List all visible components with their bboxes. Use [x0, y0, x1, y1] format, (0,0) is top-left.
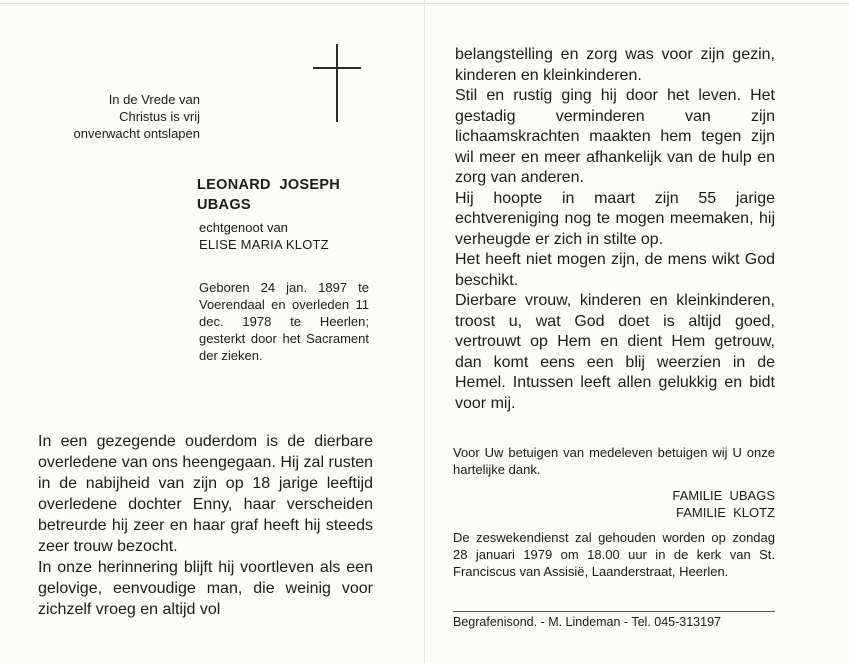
- family-name: FAMILIE KLOTZ: [676, 505, 775, 520]
- undertaker-info: Begrafenisond. - M. Lindeman - Tel. 045-313197: [453, 615, 721, 629]
- thanks-text: Voor Uw betuigen van medeleven betuigen wij U onze hartelijke dank.: [453, 445, 775, 477]
- family-signature: [640, 487, 775, 521]
- deceased-name: [197, 175, 367, 215]
- intro-line: In de Vrede van: [108, 92, 200, 107]
- cross-icon-horizontal: [313, 67, 361, 69]
- paragraph: In onze herinnering blijft hij voortleven als een gelovige, eenvoudige man, die weinig voor zichzelf vroeg en altijd vol: [38, 559, 373, 618]
- left-body-text: [38, 431, 373, 620]
- birth-death-details: Geboren 24 jan. 1897 te Voerendaal en overleden 11 dec. 1978 te Heerlen; gesterkt door het Sacrament der zieken.: [199, 280, 369, 363]
- paragraph: belangstelling en zorg was voor zijn gezin, kinderen en kleinkinderen.: [455, 46, 775, 84]
- intro-line: onverwacht ontslapen: [73, 126, 200, 141]
- spouse-name: ELISE MARIA KLOTZ: [199, 237, 329, 252]
- paragraph: Stil en rustig ging hij door het leven. Het gestadig verminderen van zijn lichaamskrachten maakten hem tegen zijn wil meer en meer afhankelijk van de hulp en zorg van anderen.: [455, 87, 775, 186]
- paragraph: In een gezegende ouderdom is de dierbare overledene van ons heengegaan. Hij zal rusten in de nabijheid van zijn op 18 jarige leeftijd overledene dochter Enny, haar verscheiden betreurde hij zeer en haar graf heeft hij steeds zeer trouw bezocht.: [38, 433, 373, 555]
- right-body-text: [455, 45, 775, 414]
- family-name: FAMILIE UBAGS: [672, 488, 775, 503]
- mass-notice: De zeswekendienst zal gehouden worden op zondag 28 januari 1979 om 18.00 uur in de kerk van St. Franciscus van Assisië, Laanderstraat, Heerlen.: [453, 530, 775, 579]
- paragraph: Dierbare vrouw, kinderen en kleinkinderen, troost u, wat God doet is altijd goed, vertrouwt op Hem en dient Hem getrouw, dan komt eens een blij weerzien in de Hemel. Intussen leeft allen gelukkig en bidt voor mij.: [455, 292, 775, 412]
- divider: [453, 611, 775, 612]
- intro-text: [40, 91, 200, 142]
- paragraph: Hij hoopte in maart zijn 55 jarige echtvereniging nog te mogen meemaken, hij verheugde er zich in stilte op.: [455, 189, 775, 248]
- deceased-name-line1: LEONARD JOSEPH: [197, 177, 341, 193]
- deceased-name-line2: UBAGS: [197, 197, 251, 213]
- spouse-block: [199, 219, 369, 253]
- cross-icon-vertical: [336, 44, 338, 122]
- paragraph: Het heeft niet mogen zijn, de mens wikt God beschikt.: [455, 251, 775, 289]
- intro-line: Christus is vrij: [119, 109, 200, 124]
- spouse-label: echtgenoot van: [199, 220, 288, 235]
- card-fold-line: [424, 0, 425, 663]
